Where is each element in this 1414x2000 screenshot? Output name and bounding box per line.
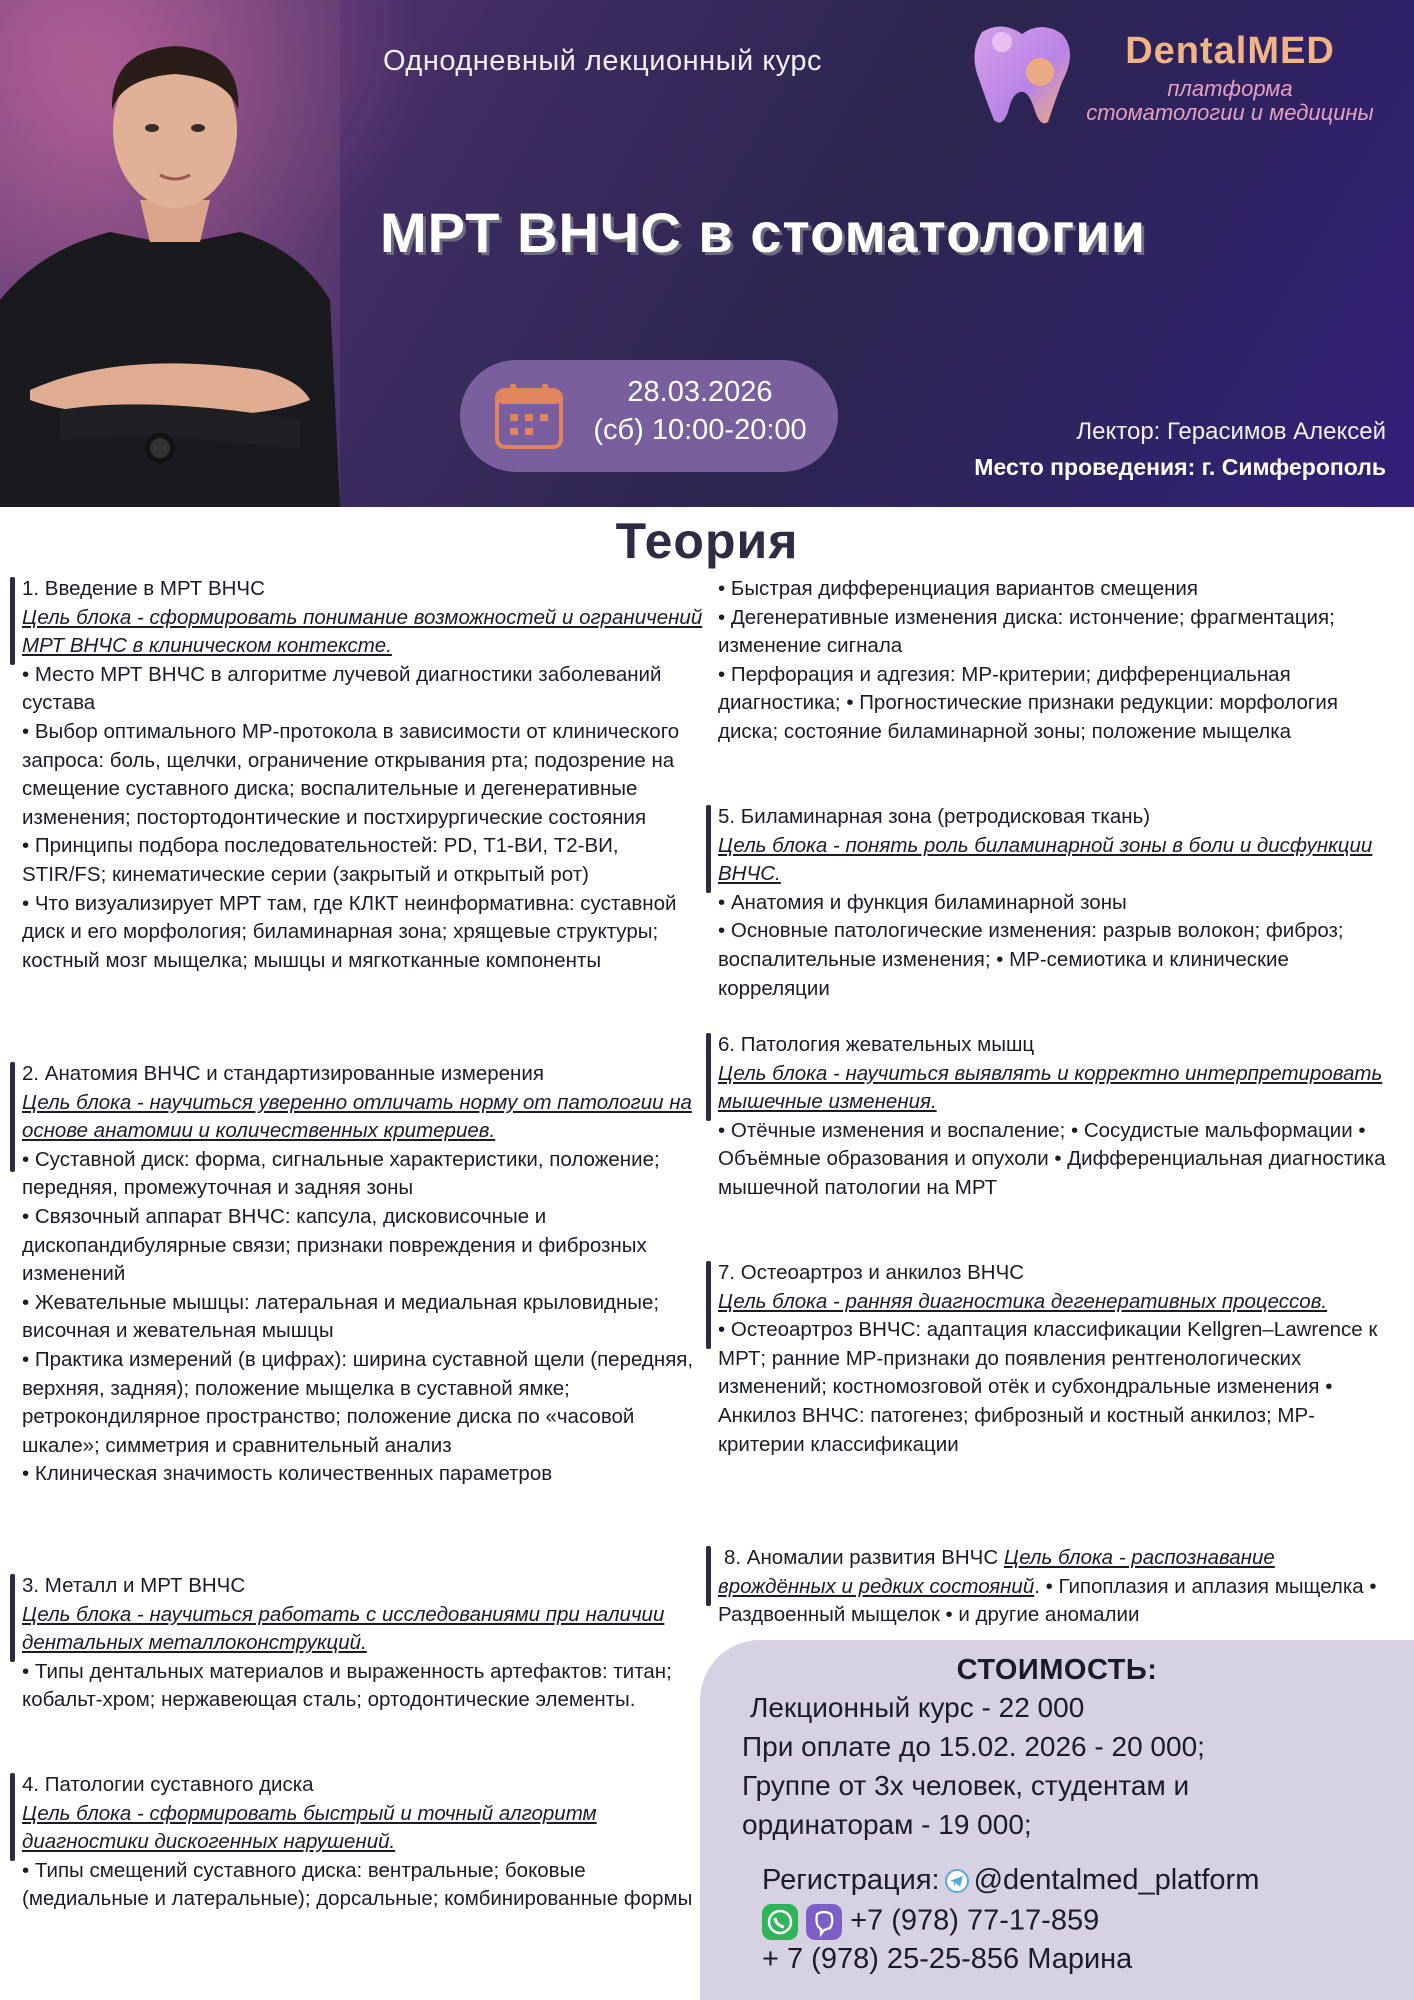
price-full: Лекционный курс - 22 000	[750, 1692, 1085, 1723]
program-block-7	[718, 1259, 1394, 1459]
program-block-8	[718, 1544, 1394, 1630]
program-block-2	[22, 1060, 706, 1489]
phone-row-1	[762, 1904, 1099, 1940]
block-marker	[706, 1033, 711, 1121]
list-item: • Место МРТ ВНЧС в алгоритме лучевой диагностики заболеваний сустава	[22, 662, 662, 715]
block-goal: Цель блока - научиться уверенно отличать норму от патологии на основе анатомии и количественных критериев.	[22, 1090, 692, 1143]
block-title: 6. Патология жевательных мышц	[718, 1033, 1035, 1056]
block-title: 2. Анатомия ВНЧС и стандартизированные измерения	[22, 1062, 544, 1085]
viber-icon	[806, 1904, 842, 1940]
list-item: • Жевательные мышцы: латеральная и медиальная крыловидные; височная и жевательная мышцы	[22, 1290, 660, 1343]
program-block-3	[22, 1572, 706, 1715]
list-item: • Типы смещений суставного диска: вентральные; боковые (медиальные и латеральные); дорсальные; комбинированные формы	[22, 1858, 693, 1911]
section-title: Теория	[615, 513, 799, 569]
block-goal: Цель блока - научиться работать с исследованиями при наличии дентальных металлоконструкций.	[22, 1602, 665, 1655]
course-title: МРТ ВНЧС в стоматологии	[380, 201, 1147, 264]
block-marker	[10, 1062, 15, 1172]
list-item: • Отёчные изменения и воспаление; • Сосудистые мальформации • Объёмные образования и опухоли • Дифференциальная диагностика мышечной патологии на МРТ	[718, 1118, 1386, 1199]
block-title: 4. Патологии суставного диска	[22, 1773, 314, 1796]
program-block-5	[718, 803, 1394, 1003]
list-item: • Суставной диск: форма, сигнальные характеристики, положение; передняя, промежуточная и задняя зоны	[22, 1147, 660, 1200]
block-marker	[10, 1773, 15, 1861]
calendar-icon	[494, 382, 564, 450]
logo-subtitle-1: платформа	[1167, 76, 1293, 101]
date-badge	[460, 360, 838, 472]
block-goal: Цель блока - ранняя диагностика дегенеративных процессов.	[718, 1289, 1328, 1313]
telegram-icon	[944, 1868, 970, 1894]
list-item: • Выбор оптимального МР-протокола в зависимости от клинического запроса: боль, щелчки, ограничение открывания рта; подозрение на смещение суставного диска; воспалительные и дегенеративные изменения; постортодонтические и постхирургические состояния	[22, 719, 680, 829]
block-goal: Цель блока - сформировать быстрый и точный алгоритм диагностики дискогенных нарушений.	[22, 1801, 597, 1854]
block-marker	[706, 1546, 711, 1606]
list-item: • Дегенеративные изменения диска: истончение; фрагментация; изменение сигнала	[718, 605, 1335, 658]
telegram-handle[interactable]: @dentalmed_platform	[973, 1864, 1260, 1896]
block-title: 3. Металл и МРТ ВНЧС	[22, 1574, 246, 1597]
price-early: При оплате до 15.02. 2026 - 20 000;	[742, 1731, 1205, 1762]
block-marker	[706, 1261, 711, 1349]
header-banner	[0, 0, 1414, 507]
list-item: • Типы дентальных материалов и выраженность артефактов: титан; кобальт-хром; нержавеющая сталь; ортодонтические элементы.	[22, 1659, 672, 1712]
block-goal: Цель блока - распознавание врождённых и редких состояний	[718, 1546, 1275, 1598]
lecturer-photo	[0, 0, 340, 507]
program-block-4-continued	[718, 575, 1394, 747]
block-goal: Цель блока - научиться выявлять и корректно интерпретировать мышечные изменения.	[718, 1061, 1383, 1114]
phone-2[interactable]: + 7 (978) 25-25-856 Марина	[762, 1943, 1133, 1975]
block-marker	[706, 805, 711, 893]
program-block-6	[718, 1031, 1394, 1203]
list-item: • Быстрая дифференциация вариантов смещения	[718, 577, 1198, 600]
block-title: 1. Введение в МРТ ВНЧС	[22, 577, 265, 600]
lecturer: Лектор: Герасимов Алексей	[1076, 418, 1386, 445]
event-date: 28.03.2026	[627, 376, 773, 408]
block-title: 7. Остеоартроз и анкилоз ВНЧС	[718, 1261, 1025, 1284]
block-goal: Цель блока - понять роль биламинарной зоны в боли и дисфункции ВНЧС.	[718, 833, 1373, 886]
block-title: 8. Аномалии развития ВНЧС	[724, 1546, 999, 1569]
registration-label: Регистрация:	[762, 1864, 940, 1896]
list-item: • Остеоартроз ВНЧС: адаптация классификации Kellgren–Lawrence к МРТ; ранние МР-признаки до появления рентгенологических изменений; костномозговой отёк и субхондральные изменения • Анкилоз ВНЧС: патогенез; фиброзный и костный анкилоз; МР-критерии классификации	[718, 1318, 1378, 1456]
phone-1[interactable]: +7 (978) 77-17-859	[850, 1904, 1100, 1937]
list-item: • Основные патологические изменения: разрыв волокон; фиброз; воспалительные изменения; • МР-семиотика и клинические корреляции	[718, 919, 1344, 1000]
list-item: • Что визуализирует МРТ там, где КЛКТ неинформативна: суставной диск и его морфология; биламинарная зона; хрящевые структуры; костный мозг мыщелка; мышцы и мягкотканные компоненты	[22, 891, 677, 972]
price-group-cont: ординаторам - 19 000;	[742, 1809, 1032, 1840]
logo-name: DentalMED	[1125, 30, 1335, 72]
block-marker	[10, 577, 15, 665]
block-goal: Цель блока - сформировать понимание возможностей и ограничений МРТ ВНЧС в клиническом контексте.	[22, 605, 703, 658]
list-item: • Связочный аппарат ВНЧС: капсула, дисковисочные и дископандибулярные связи; признаки повреждения и фиброзных изменений	[22, 1204, 647, 1286]
list-item: • Практика измерений (в цифрах): ширина суставной щели (передняя, верхняя, задняя); положение мыщелка в суставной ямке; ретрокондилярное пространство; положение диска по «часовой шкале»; симметрия и сравнительный анализ	[22, 1347, 694, 1457]
price-group: Группе от 3х человек, студентам и	[742, 1770, 1190, 1801]
program-block-1	[22, 575, 706, 975]
event-time: (сб) 10:00-20:00	[593, 414, 807, 446]
price-panel	[700, 1640, 1414, 2000]
logo-subtitle-2: стоматологии и медицины	[1086, 100, 1374, 125]
course-type: Однодневный лекционный курс	[383, 45, 823, 77]
list-item: • Анатомия и функция биламинарной зоны	[718, 890, 1127, 914]
price-title: СТОИМОСТЬ:	[956, 1654, 1158, 1686]
list-item: • Клиническая значимость количественных параметров	[22, 1462, 553, 1486]
block-title: 5. Биламинарная зона (ретродисковая ткань)	[718, 805, 1151, 828]
list-item: • Перфорация и адгезия: МР-критерии; дифференциальная диагностика; • Прогностические признаки редукции: морфология диска; состояние биламинарной зоны; положение мыщелка	[718, 662, 1338, 743]
program-block-4	[22, 1771, 706, 1914]
list-item: . • Гипоплазия и аплазия мыщелка • Раздвоенный мыщелок • и другие аномалии	[718, 1574, 1377, 1627]
venue: Место проведения: г. Симферополь	[974, 454, 1386, 480]
block-marker	[10, 1574, 15, 1662]
list-item: • Принципы подбора последовательностей: PD, T1-ВИ, T2-ВИ, STIR/FS; кинематические серии (закрытый и открытый рот)	[22, 834, 619, 886]
registration	[762, 1864, 1259, 1897]
whatsapp-icon	[762, 1904, 798, 1940]
